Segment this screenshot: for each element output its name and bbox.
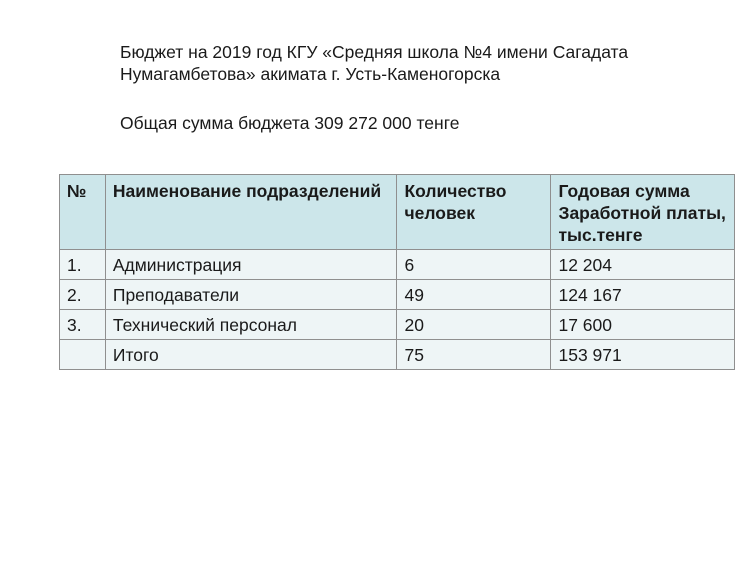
- cell-annual-salary: 12 204: [551, 250, 735, 280]
- header-row: [60, 175, 735, 250]
- cell-number: 3.: [60, 310, 106, 340]
- cell-annual-salary: 17 600: [551, 310, 735, 340]
- budget-table: [59, 174, 735, 370]
- header-headcount: Количество человек: [397, 175, 551, 250]
- table-body: [60, 250, 735, 370]
- title-line-1: Бюджет на 2019 год КГУ «Средняя школа №4 имени Сагадата: [120, 42, 629, 62]
- table-row: [60, 310, 735, 340]
- cell-department: Итого: [105, 340, 397, 370]
- title-line-2: Нумагамбетова» акимата г. Усть-Каменогорска: [120, 64, 501, 84]
- table-row: [60, 280, 735, 310]
- cell-number: 2.: [60, 280, 106, 310]
- table-row: [60, 250, 735, 280]
- header-number: №: [60, 175, 106, 250]
- cell-headcount: 6: [397, 250, 551, 280]
- cell-headcount: 20: [397, 310, 551, 340]
- cell-annual-salary: 124 167: [551, 280, 735, 310]
- header-department: Наименование подразделений: [105, 175, 397, 250]
- header-annual-salary: Годовая сумма Заработной платы, тыс.тенге: [551, 175, 735, 250]
- table-row-total: [60, 340, 735, 370]
- page-title: [120, 41, 720, 85]
- total-budget-text: Общая сумма бюджета 309 272 000 тенге: [120, 113, 460, 133]
- table-header: [60, 175, 735, 250]
- cell-annual-salary: 153 971: [551, 340, 735, 370]
- cell-headcount: 49: [397, 280, 551, 310]
- cell-department: Администрация: [105, 250, 397, 280]
- cell-department: Преподаватели: [105, 280, 397, 310]
- cell-number: 1.: [60, 250, 106, 280]
- cell-department: Технический персонал: [105, 310, 397, 340]
- cell-number: [60, 340, 106, 370]
- cell-headcount: 75: [397, 340, 551, 370]
